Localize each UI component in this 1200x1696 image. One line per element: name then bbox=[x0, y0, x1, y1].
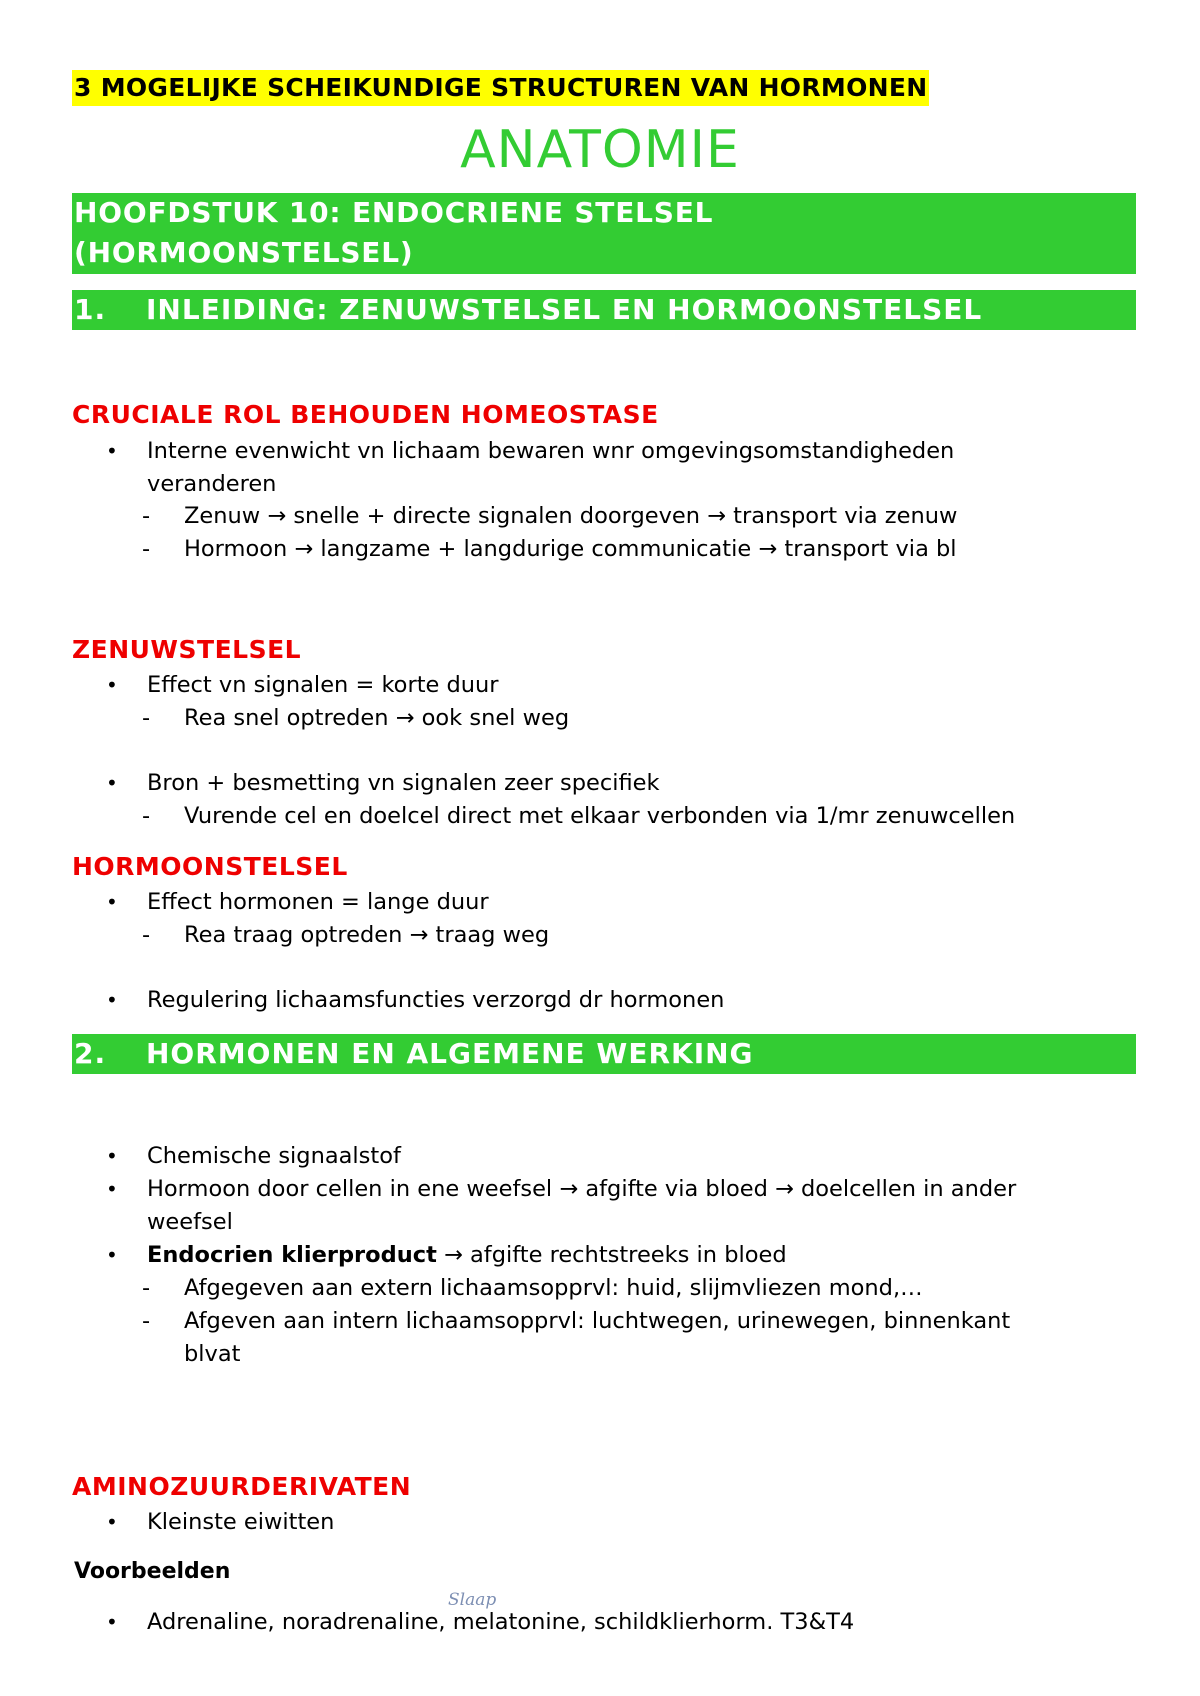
bullet-marker: • bbox=[106, 988, 118, 1012]
list-item bbox=[106, 1506, 1136, 1539]
sub-list-item-text: Rea traag optreden → traag weg bbox=[184, 922, 550, 948]
list-item bbox=[106, 1140, 1136, 1173]
bullet-marker: • bbox=[106, 771, 118, 795]
sub-list-item bbox=[142, 800, 1136, 833]
subheading-voorbeelden: Voorbeelden bbox=[74, 1559, 231, 1584]
sub-list-item-text: Afgeven aan intern lichaamsopprvl: luchtwegen, urinewegen, binnenkant bbox=[184, 1308, 1011, 1334]
sub-list-item-text: Afgegeven aan extern lichaamsopprvl: huid, slijmvliezen mond,… bbox=[184, 1275, 923, 1301]
dash-marker: - bbox=[142, 536, 151, 562]
list-item-text: Chemische signaalstof bbox=[147, 1143, 401, 1169]
sub-list-item-text: Zenuw → snelle + directe signalen doorgeven → transport via zenuw bbox=[184, 503, 958, 529]
list-item-text: Adrenaline, noradrenaline, melatonine, schildklierhorm. T3&T4 bbox=[147, 1609, 855, 1635]
chapter-heading-line1: HOOFDSTUK 10: ENDOCRIENE STELSEL bbox=[74, 196, 714, 229]
bold-term: Endocrien klierproduct bbox=[147, 1242, 437, 1268]
dash-marker: - bbox=[142, 1275, 151, 1301]
bullet-marker: • bbox=[106, 1510, 118, 1534]
list-item-text: Bron + besmetting vn signalen zeer specifiek bbox=[147, 770, 660, 796]
chapter-heading-line2: (HORMOONSTELSEL) bbox=[74, 236, 414, 269]
sub-list-item bbox=[142, 702, 1136, 735]
list-item bbox=[106, 886, 1136, 919]
handwritten-stamp: Slaap bbox=[448, 1590, 497, 1610]
dash-marker: - bbox=[142, 803, 151, 829]
list-item bbox=[106, 767, 1136, 800]
list-item bbox=[106, 1173, 1136, 1239]
sub-list-item-text: Hormoon → langzame + langdurige communicatie → transport via bl bbox=[184, 536, 957, 562]
list-item bbox=[106, 984, 1136, 1017]
dash-marker: - bbox=[142, 503, 151, 529]
dash-marker: - bbox=[142, 1308, 151, 1334]
bullet-marker: • bbox=[106, 439, 118, 463]
sub-list-item-text-continued: blvat bbox=[184, 1341, 241, 1367]
sub-list-item-text: Vurende cel en doelcel direct met elkaar verbonden via 1/mr zenuwcellen bbox=[184, 803, 1016, 829]
list-item-text: Effect hormonen = lange duur bbox=[147, 889, 489, 915]
bullet-marker: • bbox=[106, 673, 118, 697]
dash-marker: - bbox=[142, 705, 151, 731]
list-item bbox=[106, 669, 1136, 702]
section-2-number: 2. bbox=[74, 1037, 107, 1070]
list-item bbox=[106, 1606, 1136, 1639]
sub-list-item bbox=[142, 919, 1136, 952]
heading-aminozuurderivaten: AMINOZUURDERIVATEN bbox=[72, 1472, 412, 1501]
sub-list-item bbox=[142, 533, 1136, 566]
section-1-bar bbox=[72, 290, 1136, 330]
bullet-marker: • bbox=[106, 1177, 118, 1201]
sub-list-item bbox=[142, 1272, 1136, 1305]
section-2-title: HORMONEN EN ALGEMENE WERKING bbox=[146, 1037, 754, 1070]
sub-list-item bbox=[142, 1305, 1136, 1371]
heading-hormoonstelsel: HORMOONSTELSEL bbox=[72, 852, 348, 881]
list-item-text: Effect vn signalen = korte duur bbox=[147, 672, 499, 698]
list-item bbox=[106, 435, 1136, 501]
chapter-heading-bar bbox=[72, 193, 1136, 274]
section-2-bar bbox=[72, 1034, 1136, 1074]
heading-zenuwstelsel: ZENUWSTELSEL bbox=[72, 635, 302, 664]
bullet-marker: • bbox=[106, 1243, 118, 1267]
bullet-marker: • bbox=[106, 890, 118, 914]
list-item-text: Hormoon door cellen in ene weefsel → afgifte via bloed → doelcellen in ander bbox=[147, 1176, 1017, 1202]
section-1-number: 1. bbox=[74, 293, 107, 326]
top-highlighted-title: 3 MOGELIJKE SCHEIKUNDIGE STRUCTUREN VAN HORMONEN bbox=[72, 70, 929, 106]
sub-list-item-text: Rea snel optreden → ook snel weg bbox=[184, 705, 570, 731]
list-item-text bbox=[147, 1239, 1136, 1272]
list-item-text: Kleinste eiwitten bbox=[147, 1509, 335, 1535]
list-item bbox=[106, 1239, 1136, 1272]
bullet-marker: • bbox=[106, 1144, 118, 1168]
list-item-text: Regulering lichaamsfuncties verzorgd dr hormonen bbox=[147, 987, 725, 1013]
list-item-text-continued: weefsel bbox=[147, 1209, 233, 1235]
bullet-marker: • bbox=[106, 1610, 118, 1634]
list-item-text: Interne evenwicht vn lichaam bewaren wnr omgevingsomstandigheden bbox=[147, 438, 955, 464]
list-item-text-continued: veranderen bbox=[147, 471, 277, 497]
section-1-title: INLEIDING: ZENUWSTELSEL EN HORMOONSTELSEL bbox=[146, 293, 983, 326]
dash-marker: - bbox=[142, 922, 151, 948]
list-item-text-rest: → afgifte rechtstreeks in bloed bbox=[436, 1242, 787, 1268]
document-title: ANATOMIE bbox=[460, 120, 740, 180]
sub-list-item bbox=[142, 500, 1136, 533]
heading-homeostase: CRUCIALE ROL BEHOUDEN HOMEOSTASE bbox=[72, 400, 659, 429]
